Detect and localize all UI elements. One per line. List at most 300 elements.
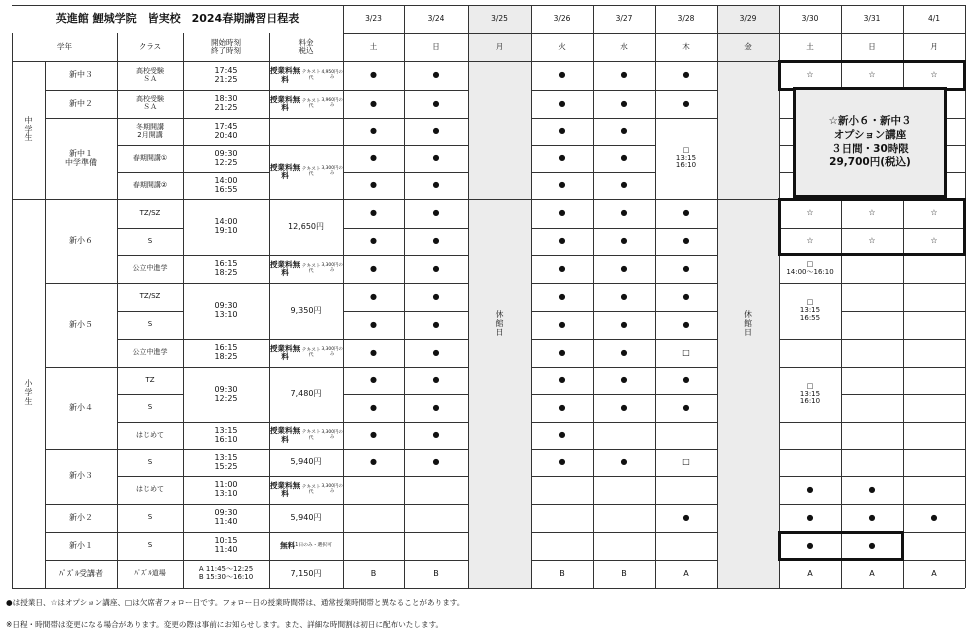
date-header: 3/24	[427, 13, 445, 23]
grid-line	[404, 5, 405, 588]
grid-line	[45, 90, 117, 91]
grid-line	[404, 145, 468, 146]
grade-label: 新中１ 中学準備	[65, 148, 97, 167]
followup-cell: □ 13:15 16:55	[799, 298, 821, 322]
schedule-mark: ●	[558, 126, 566, 136]
time-range: 16:15 18:25	[214, 343, 238, 361]
grid-line	[404, 90, 468, 91]
grid-line	[404, 255, 468, 256]
schedule-mark: ●	[620, 457, 628, 467]
grid-line	[531, 449, 593, 450]
class-label: 公立中進学	[132, 348, 168, 357]
disclaimer-note: ※日程・時間帯は変更になる場合があります。変更の際は事前にお知らせします。また、詳細な時間割は初日に配布いたします。	[6, 620, 444, 629]
fee-cell	[269, 145, 343, 199]
grid-line	[269, 532, 343, 533]
grid-line	[841, 311, 903, 312]
grid-line	[779, 367, 841, 368]
time-range: 10:15 11:40	[214, 536, 238, 554]
fee-cell	[269, 118, 343, 145]
fee-header: 料金 税込	[298, 37, 314, 55]
fee-free: 無料	[280, 540, 296, 550]
time-range: 17:45 20:40	[214, 121, 238, 140]
grid-line	[343, 560, 404, 561]
fee-text-label: テキスト代	[301, 166, 321, 177]
date-header: 4/1	[927, 13, 941, 23]
fee-cell: 7,480円	[290, 389, 322, 399]
grid-line	[593, 476, 655, 477]
middle-school-label: 中 学 生	[24, 115, 33, 143]
schedule-mark: ●	[370, 457, 377, 467]
schedule-mark: ☆	[806, 236, 814, 246]
time-range: 09:30 11:40	[214, 508, 238, 526]
schedule-mark: ●	[806, 512, 814, 522]
schedule-mark: ●	[558, 319, 566, 329]
weekday-header: 月	[495, 41, 504, 51]
schedule-mark: ●	[370, 153, 377, 163]
fee-text-label: テキスト代	[301, 98, 321, 109]
grid-line	[269, 339, 343, 340]
schedule-mark: ●	[370, 236, 377, 246]
schedule-mark: A	[869, 568, 875, 578]
grid-line	[841, 339, 903, 340]
time-range: 13:15 16:10	[214, 425, 238, 444]
schedule-mark: ●	[682, 263, 690, 273]
grid-line	[655, 449, 717, 450]
schedule-mark: ●	[620, 263, 628, 273]
grid-line	[593, 532, 655, 533]
grid-line	[841, 422, 903, 423]
grid-line	[593, 504, 655, 505]
fee-cell	[269, 90, 343, 118]
fee-text-amount: 3,960円のみ	[321, 98, 343, 108]
time-range: A 11:45～12:25 B 15:30～16:10	[198, 565, 254, 581]
schedule-mark: ●	[432, 208, 440, 218]
schedule-mark: ●	[558, 236, 566, 246]
grid-line	[593, 560, 655, 561]
grid-line	[903, 283, 965, 284]
grid-line	[531, 476, 593, 477]
followup-cell: □ 13:15 16:10	[799, 381, 821, 406]
grid-line	[404, 476, 468, 477]
schedule-mark: ●	[620, 126, 628, 136]
grid-line	[183, 90, 269, 91]
grid-line	[593, 228, 655, 229]
grid-line	[655, 118, 717, 119]
schedule-mark: ●	[620, 291, 628, 301]
grid-line	[903, 560, 965, 561]
grid-line	[269, 90, 343, 91]
grid-line	[404, 118, 468, 119]
schedule-mark: ●	[432, 98, 440, 108]
grid-line	[593, 118, 655, 119]
grid-line	[183, 449, 269, 450]
weekday-header: 火	[558, 41, 566, 51]
grid-line	[45, 367, 117, 368]
grid-line	[468, 5, 469, 588]
grade-label: 新中２	[69, 98, 93, 108]
schedule-mark: ●	[370, 98, 377, 108]
grid-line	[183, 145, 269, 146]
grid-line	[117, 118, 183, 119]
grid-line	[655, 339, 717, 340]
date-header: 3/31	[863, 13, 881, 23]
grid-line	[45, 560, 117, 561]
grid-line	[343, 145, 404, 146]
grid-line	[593, 5, 594, 588]
schedule-mark: ●	[806, 484, 814, 494]
schedule-mark: ●	[558, 430, 566, 440]
grid-line	[183, 560, 269, 561]
time-range: 11:00 13:10	[214, 480, 238, 498]
grid-line	[343, 172, 404, 173]
grid-line	[779, 476, 841, 477]
schedule-mark: ●	[370, 291, 377, 301]
fee-cell: 9,350円	[290, 305, 322, 315]
weekday-header: 水	[620, 41, 628, 51]
grid-line	[343, 339, 404, 340]
grid-line	[269, 145, 343, 146]
schedule-mark: ●	[432, 236, 440, 246]
grid-line	[531, 532, 593, 533]
schedule-mark: ●	[558, 347, 566, 357]
fee-text-label: テキスト代	[301, 484, 321, 495]
grid-line	[45, 61, 46, 588]
class-label: S	[147, 236, 153, 245]
grid-line	[531, 504, 593, 505]
schedule-mark: ●	[370, 208, 377, 218]
fee-text-amount: 3,300円のみ	[321, 347, 343, 357]
grid-line	[593, 255, 655, 256]
schedule-mark: ●	[620, 180, 628, 190]
grid-line	[183, 532, 269, 533]
grid-line	[903, 532, 965, 533]
grid-line	[45, 449, 117, 450]
grid-line	[531, 118, 593, 119]
schedule-mark: ●	[432, 457, 440, 467]
schedule-mark: ●	[558, 153, 566, 163]
fee-text-amount: 3,300円のみ	[321, 484, 343, 494]
time-header: 開始時刻 終了時刻	[211, 37, 241, 55]
grade-label: 新小６	[69, 235, 93, 245]
fee-free-label: 授業料無料	[269, 259, 301, 277]
grid-line	[269, 422, 343, 423]
grid-line	[841, 367, 903, 368]
grid-line	[655, 504, 717, 505]
schedule-mark: ●	[682, 319, 690, 329]
class-label: S	[147, 403, 153, 412]
grid-line	[12, 588, 965, 589]
grid-line	[12, 5, 965, 6]
grid-line	[183, 339, 269, 340]
grid-line	[117, 90, 183, 91]
fee-text-label: テキスト代	[301, 347, 321, 358]
grid-line	[593, 394, 655, 395]
grid-line	[903, 339, 965, 340]
schedule-mark: ●	[620, 70, 628, 80]
fee-text-amount: 3,300円のみ	[321, 166, 343, 176]
class-label: S	[147, 541, 153, 550]
grid-line	[117, 504, 183, 505]
schedule-mark: ●	[620, 319, 628, 329]
schedule-mark: ☆	[930, 236, 938, 246]
schedule-mark: ●	[432, 319, 440, 329]
grid-line	[531, 560, 593, 561]
time-range: 17:45 21:25	[214, 65, 238, 84]
grid-line	[404, 339, 468, 340]
option-highlight-box	[778, 198, 966, 256]
schedule-mark: ●	[558, 98, 566, 108]
grid-line	[343, 311, 404, 312]
schedule-mark: ●	[558, 291, 566, 301]
fee-cell: 7,150円	[290, 568, 322, 578]
grid-line	[655, 367, 717, 368]
class-label: 春期開講②	[132, 180, 168, 189]
fee-text-label: テキスト代	[301, 70, 321, 81]
schedule-mark: ●	[682, 512, 690, 522]
grid-line	[593, 283, 655, 284]
class-label: はじめて	[136, 485, 164, 494]
schedule-mark: B	[621, 568, 627, 578]
grid-line	[841, 504, 903, 505]
schedule-mark: A	[807, 568, 813, 578]
grid-line	[45, 532, 117, 533]
grid-line	[903, 394, 965, 395]
class-header: クラス	[138, 41, 162, 51]
grid-line	[183, 118, 269, 119]
grid-line	[117, 476, 183, 477]
grid-line	[903, 504, 965, 505]
closed-day-column: 休 館 日	[468, 61, 531, 588]
grid-line	[655, 532, 717, 533]
grid-line	[343, 394, 404, 395]
grid-line	[183, 367, 269, 368]
date-header: 3/27	[615, 13, 633, 23]
grid-line	[343, 367, 404, 368]
schedule-mark: ●	[620, 402, 628, 412]
schedule-mark: ●	[620, 236, 628, 246]
grid-line	[343, 255, 404, 256]
grid-line	[531, 5, 532, 588]
grid-line	[531, 172, 593, 173]
weekday-header: 日	[868, 41, 876, 51]
schedule-mark: ●	[620, 208, 628, 218]
grid-line	[531, 145, 593, 146]
grade-label: 新中３	[69, 70, 93, 80]
time-range: 09:30 12:25	[214, 384, 238, 403]
grid-line	[655, 5, 656, 588]
grade-header: 学年	[57, 41, 72, 51]
grid-line	[779, 422, 841, 423]
grid-line	[903, 449, 965, 450]
grid-line	[117, 449, 183, 450]
class-label: 冬期開講 2月開講	[136, 122, 164, 139]
schedule-mark: ☆	[868, 208, 876, 218]
grid-line	[404, 560, 468, 561]
fee-free-label: 授業料無料	[269, 94, 301, 112]
grid-line	[593, 172, 655, 173]
schedule-mark: ●	[370, 180, 377, 190]
grid-line	[531, 367, 593, 368]
grid-line	[531, 255, 593, 256]
grid-line	[655, 476, 717, 477]
followup-cell: □ 13:15 16:10	[675, 145, 697, 170]
fee-text-amount: 3,300円のみ	[321, 263, 343, 273]
schedule-mark: ☆	[806, 70, 814, 80]
grid-line	[269, 367, 343, 368]
grid-line	[12, 33, 13, 588]
grid-line	[531, 311, 593, 312]
schedule-mark: ●	[868, 540, 876, 550]
grid-line	[343, 118, 404, 119]
grid-line	[593, 422, 655, 423]
fee-cell	[269, 476, 343, 504]
schedule-mark: ●	[682, 291, 690, 301]
grid-line	[779, 5, 780, 588]
grade-label: 新小５	[69, 319, 93, 329]
grid-line	[343, 532, 404, 533]
schedule-mark: ●	[620, 98, 628, 108]
grid-line	[404, 532, 468, 533]
grid-line	[117, 560, 183, 561]
date-header: 3/23	[365, 13, 382, 23]
schedule-mark: ●	[370, 347, 377, 357]
schedule-mark: ●	[370, 375, 377, 385]
schedule-mark: ●	[370, 126, 377, 136]
grid-line	[404, 422, 468, 423]
grid-line	[779, 283, 841, 284]
grid-line	[841, 449, 903, 450]
grid-line	[655, 228, 717, 229]
grid-line	[183, 255, 269, 256]
schedule-mark: ☆	[806, 208, 814, 218]
option-highlight-box	[778, 531, 904, 561]
grid-line	[404, 394, 468, 395]
class-label: S	[147, 457, 153, 466]
grid-line	[183, 504, 269, 505]
grid-line	[45, 118, 117, 119]
schedule-mark: ●	[558, 208, 566, 218]
grid-line	[531, 339, 593, 340]
grid-line	[779, 504, 841, 505]
schedule-mark: ●	[620, 153, 628, 163]
grade-label: 新小２	[69, 512, 93, 522]
schedule-mark: ●	[370, 430, 377, 440]
grid-line	[343, 33, 965, 34]
time-range: 09:30 12:25	[214, 148, 238, 167]
grid-line	[269, 118, 343, 119]
option-course-callout: ☆新小６・新中３ オプション講座 ３日間・30時限 29,700円(税込)	[793, 87, 947, 198]
grid-line	[343, 228, 404, 229]
time-range: 14:00 19:10	[214, 217, 238, 235]
time-range: 16:15 18:25	[214, 259, 238, 277]
grid-line	[404, 228, 468, 229]
fee-cell	[269, 255, 343, 283]
grid-line	[117, 367, 183, 368]
grid-line	[404, 504, 468, 505]
schedule-mark: ●	[868, 512, 876, 522]
fee-cell	[269, 422, 343, 449]
schedule-mark: □	[682, 457, 690, 467]
grid-line	[593, 311, 655, 312]
grid-line	[269, 504, 343, 505]
grid-line	[343, 422, 404, 423]
grid-line	[117, 339, 183, 340]
grid-line	[779, 449, 841, 450]
schedule-mark: ●	[682, 98, 690, 108]
grid-line	[343, 449, 404, 450]
grid-line	[717, 5, 718, 588]
grid-line	[655, 311, 717, 312]
class-label: TZ/SZ	[139, 208, 161, 217]
schedule-mark: ●	[806, 540, 814, 550]
grid-line	[269, 255, 343, 256]
schedule-mark: ●	[370, 319, 377, 329]
grid-line	[593, 339, 655, 340]
schedule-mark: ●	[432, 180, 440, 190]
grid-line	[593, 449, 655, 450]
grid-line	[903, 422, 965, 423]
schedule-mark: ☆	[930, 208, 938, 218]
grid-line	[841, 394, 903, 395]
schedule-mark: ●	[620, 347, 628, 357]
fee-text-label: テキスト代	[301, 430, 321, 441]
schedule-mark: ●	[682, 70, 690, 80]
schedule-mark: ●	[432, 375, 440, 385]
grid-line	[841, 476, 903, 477]
grid-line	[117, 255, 183, 256]
grid-line	[531, 228, 593, 229]
grade-label: 新小１	[69, 540, 93, 550]
grid-line	[45, 504, 117, 505]
grid-line	[531, 90, 593, 91]
grid-line	[343, 476, 404, 477]
weekday-header: 木	[682, 41, 690, 51]
date-header: 3/26	[553, 13, 571, 23]
date-header: 3/25	[491, 13, 508, 23]
weekday-header: 土	[369, 41, 378, 51]
schedule-mark: ●	[432, 347, 440, 357]
schedule-mark: ☆	[930, 70, 938, 80]
grid-line	[655, 90, 717, 91]
time-range: 09:30 13:10	[214, 301, 238, 319]
grid-line	[404, 172, 468, 173]
schedule-mark: B	[370, 568, 377, 578]
fee-cell: 12,650円	[288, 221, 324, 231]
grid-line	[269, 283, 343, 284]
schedule-mark: □	[682, 347, 690, 357]
schedule-mark: ●	[558, 70, 566, 80]
grid-line	[903, 367, 965, 368]
fee-cell	[269, 61, 343, 90]
class-label: 高校受験 ＳＡ	[136, 95, 164, 111]
fee-free-label: 授業料無料	[269, 162, 301, 180]
schedule-mark: A	[683, 568, 689, 578]
weekday-header: 日	[432, 41, 440, 51]
grid-line	[117, 422, 183, 423]
date-header: 3/30	[801, 13, 819, 23]
schedule-mark: ☆	[868, 236, 876, 246]
fee-text-amount: 4,950円のみ	[321, 69, 343, 80]
grid-line	[655, 283, 717, 284]
class-label: 春期開講①	[132, 153, 168, 162]
grid-line	[779, 339, 841, 340]
schedule-mark: B	[433, 568, 439, 578]
schedule-mark: ●	[558, 402, 566, 412]
schedule-mark: ●	[432, 430, 440, 440]
fee-cell: 5,940円	[290, 457, 322, 467]
fee-text-amount: 3,300円のみ	[321, 429, 343, 440]
date-header: 3/28	[677, 13, 695, 23]
